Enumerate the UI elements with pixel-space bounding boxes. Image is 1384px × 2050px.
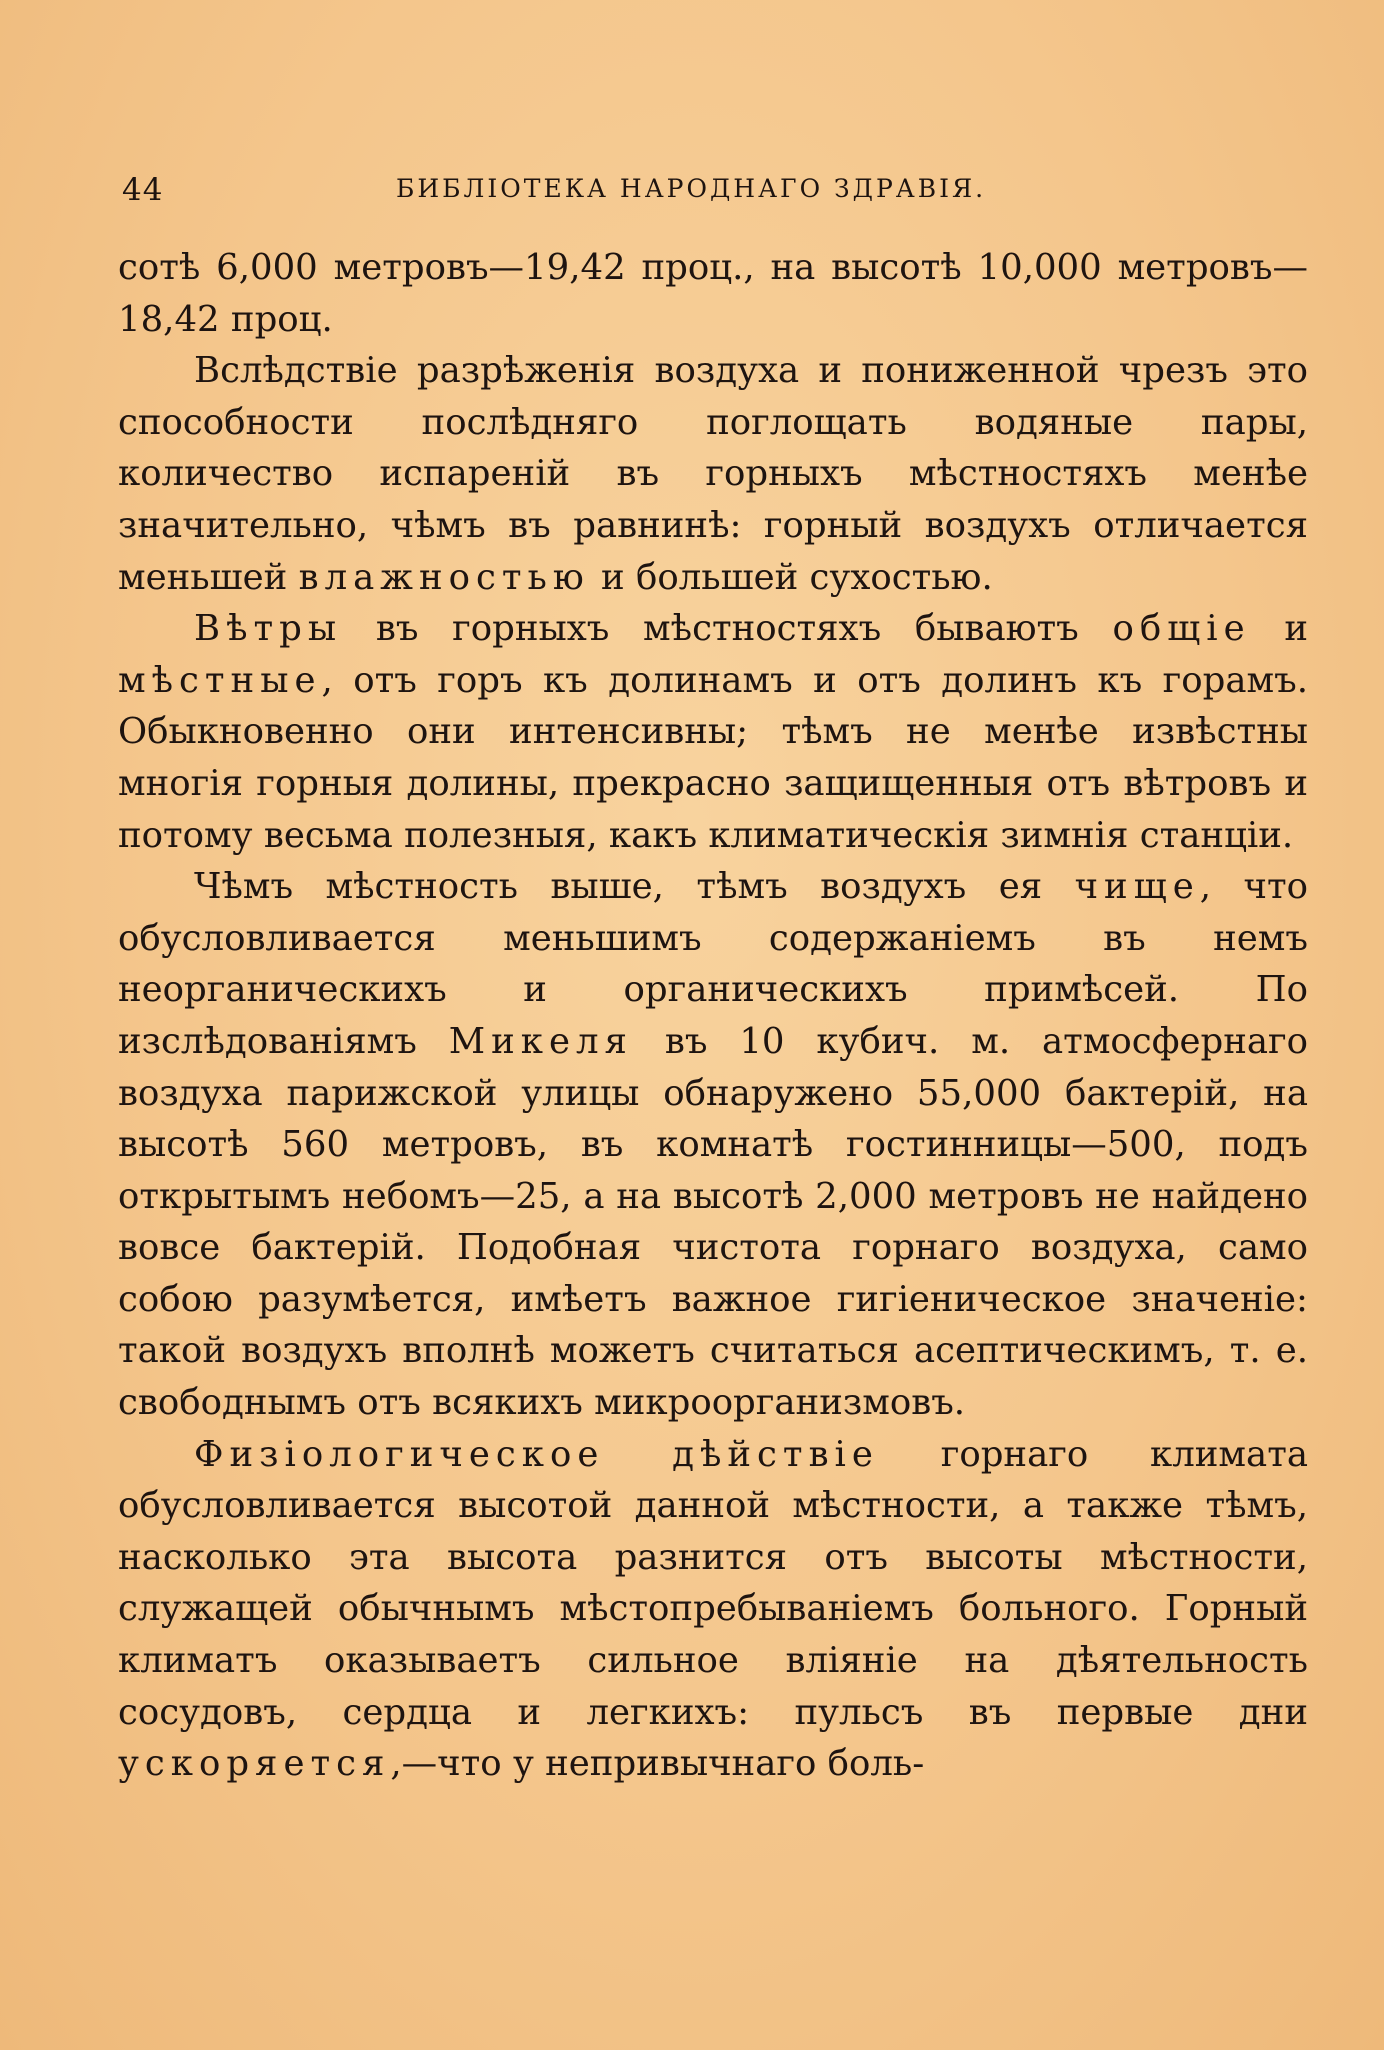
page-header <box>118 160 1308 216</box>
paragraph <box>118 861 1308 1429</box>
page-number: 44 <box>122 172 164 208</box>
text-run: , что обусловливается меньшимъ содержаніемъ въ немъ неорганическихъ и органическихъ примѣсей. По изслѣдованіямъ <box>118 866 1308 1062</box>
text-run: горнаго климата обусловливается высотой данной мѣстности, а также тѣмъ, насколько эта высота разнится отъ высоты мѣстности, служащей обычнымъ мѣстопребываніемъ больного. Горный климатъ оказываетъ сильное вліяніе на дѣятельность сосудовъ, сердца и легкихъ: пульсъ въ первые дни <box>118 1433 1309 1733</box>
text-run: въ 10 кубич. м. атмосфернаго воздуха парижской улицы обнаружено 55,000 бактерій, на высотѣ 560 метровъ, въ комнатѣ гостинницы—500, подъ открытымъ небомъ—25, а на высотѣ 2,000 метровъ не найдено вовсе бактерій. Подобная чистота горнаго воздуха, само собою разумѣется, имѣетъ важное гигіеническое значеніе: такой воздухъ вполнѣ можетъ считаться асептическимъ, т. е. свободнымъ отъ всякихъ микроорганизмовъ. <box>118 1020 1309 1424</box>
text-run: , отъ горъ къ долинамъ и отъ долинъ къ горамъ. Обыкновенно они интенсивны; тѣмъ не менѣе извѣстны многія горныя долины, прекрасно защищенныя отъ вѣтровъ и потому весьма полезныя, какъ климатическія зимнія станціи. <box>118 659 1308 856</box>
text-run: и большей сухостью. <box>589 556 993 598</box>
text-run: въ горныхъ мѣстностяхъ бываютъ <box>342 608 1113 650</box>
paragraph <box>118 242 1308 345</box>
emphasized-text: влажностью <box>298 556 590 598</box>
paragraph <box>118 603 1308 861</box>
running-title: БИБЛІОТЕКА НАРОДНАГО ЗДРАВІЯ. <box>396 174 987 203</box>
emphasized-text: чище <box>1074 866 1200 908</box>
text-run: Вслѣдствіе разрѣженія воздуха и пониженной чрезъ это способности послѣдняго поглощать водяные пары, количество испареній въ горныхъ мѣстностяхъ менѣе значительно, чѣмъ въ равнинѣ: горный воздухъ отличается меньшей <box>118 350 1308 598</box>
emphasized-text: Микеля <box>448 1020 633 1062</box>
book-page <box>118 160 1308 1790</box>
paragraph <box>118 345 1308 603</box>
body-text <box>118 242 1308 1790</box>
text-run: и <box>1250 608 1308 650</box>
emphasized-text: Вѣтры <box>194 608 343 650</box>
emphasized-text: ускоряется <box>118 1743 391 1785</box>
emphasized-text: Физіологическое дѣйствіе <box>194 1433 879 1475</box>
text-run: Чѣмъ мѣстность выше, тѣмъ воздухъ ея <box>194 866 1075 908</box>
text-run: сотѣ 6,000 метровъ—19,42 проц., на высотѣ 10,000 метровъ—18,42 проц. <box>118 247 1308 340</box>
paragraph <box>118 1429 1308 1790</box>
emphasized-text: общіе <box>1112 608 1251 650</box>
text-run: ,—что у непривычнаго боль- <box>390 1743 925 1785</box>
emphasized-text: мѣстные <box>118 659 322 701</box>
